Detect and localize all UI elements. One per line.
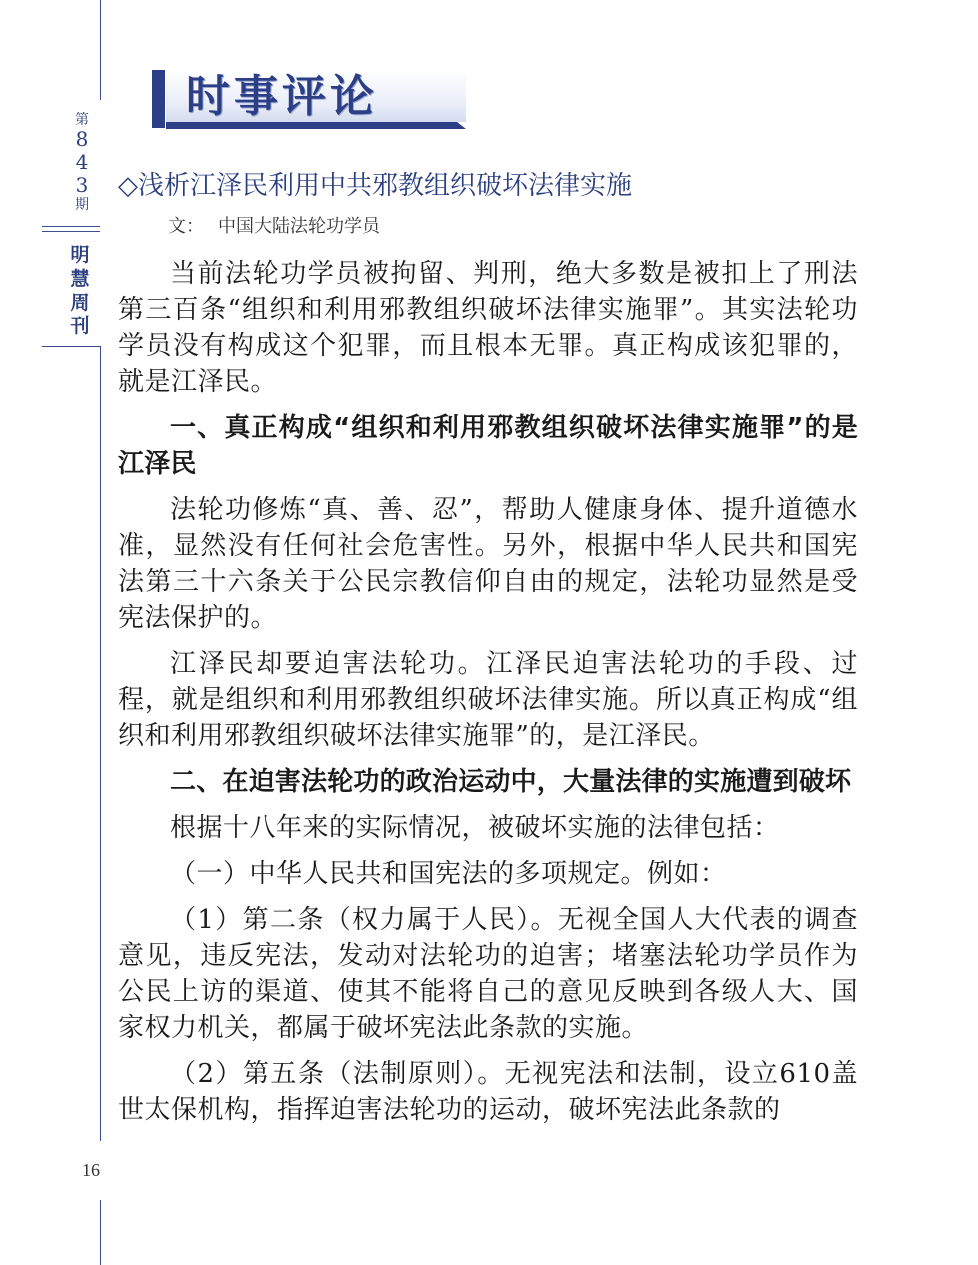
margin-rule-bottom (100, 1200, 101, 1265)
publication-char: 周 (70, 291, 90, 314)
issue-number (42, 112, 122, 213)
section-heading: 二、在迫害法轮功的政治运动中，大量法律的实施遭到破坏 (170, 767, 852, 797)
sidebar-divider-top (42, 226, 100, 227)
article-title: ◇浅析江泽民利用中共邪教组织破坏法律实施 (118, 171, 632, 201)
section-banner (152, 68, 470, 132)
paragraph: 根据十八年来的实际情况，被破坏实施的法律包括： (170, 813, 780, 843)
issue-digit: 4 (75, 150, 89, 175)
paragraph: 法轮功修炼“真、善、忍”，帮助人健康身体、提升道德水准，显然没有任何社会危害性。另外，根据中华人民共和国宪法第三十六条关于公民宗教信仰自由的规定，法轮功显然是受宪法保护的。 (118, 495, 858, 633)
publication-char: 慧 (70, 267, 90, 290)
byline-label: 文： (168, 216, 204, 237)
byline (168, 212, 380, 238)
sidebar-divider-mid (42, 231, 100, 232)
publication-name (60, 244, 100, 339)
paragraph: （2）第五条（法制原则）。无视宪法和法制，设立610盖世太保机构，指挥迫害法轮功的运动，破坏宪法此条款的 (118, 1059, 858, 1125)
section-title: 时事评论 (186, 71, 378, 122)
issue-suffix: 期 (75, 197, 89, 214)
sidebar-divider-bottom (42, 346, 100, 347)
article-body (118, 256, 858, 1138)
byline-author: 中国大陆法轮功学员 (218, 216, 380, 237)
paragraph: 当前法轮功学员被拘留、判刑，绝大多数是被扣上了刑法第三百条“组织和利用邪教组织破坏法律实施罪”。其实法轮功学员没有构成这个犯罪，而且根本无罪。真正构成该犯罪的，就是江泽民。 (118, 259, 858, 397)
paragraph: 江泽民却要迫害法轮功。江泽民迫害法轮功的手段、过程，就是组织和利用邪教组织破坏法律实施。所以真正构成“组织和利用邪教组织破坏法律实施罪”的，是江泽民。 (118, 649, 858, 751)
margin-rule-top (100, 0, 101, 100)
paragraph: （一）中华人民共和国宪法的多项规定。例如： (170, 859, 727, 889)
issue-digit: 8 (75, 127, 89, 152)
banner-accent-bar (152, 70, 165, 128)
page-number: 16 (82, 1160, 100, 1180)
paragraph: （1）第二条（权力属于人民）。无视全国人大代表的调查意见，违反宪法，发动对法轮功的迫害；堵塞法轮功学员作为公民上访的渠道、使其不能将自己的意见反映到各级人大、国家权力机关，都属于破坏宪法此条款的实施。 (118, 905, 858, 1043)
section-heading: 一、真正构成“组织和利用邪教组织破坏法律实施罪”的是江泽民 (118, 413, 858, 479)
issue-digit: 3 (75, 173, 89, 198)
issue-prefix: 第 (75, 112, 89, 128)
margin-rule-middle (100, 346, 101, 1141)
publication-char: 明 (70, 244, 90, 266)
publication-char: 刊 (70, 315, 90, 338)
